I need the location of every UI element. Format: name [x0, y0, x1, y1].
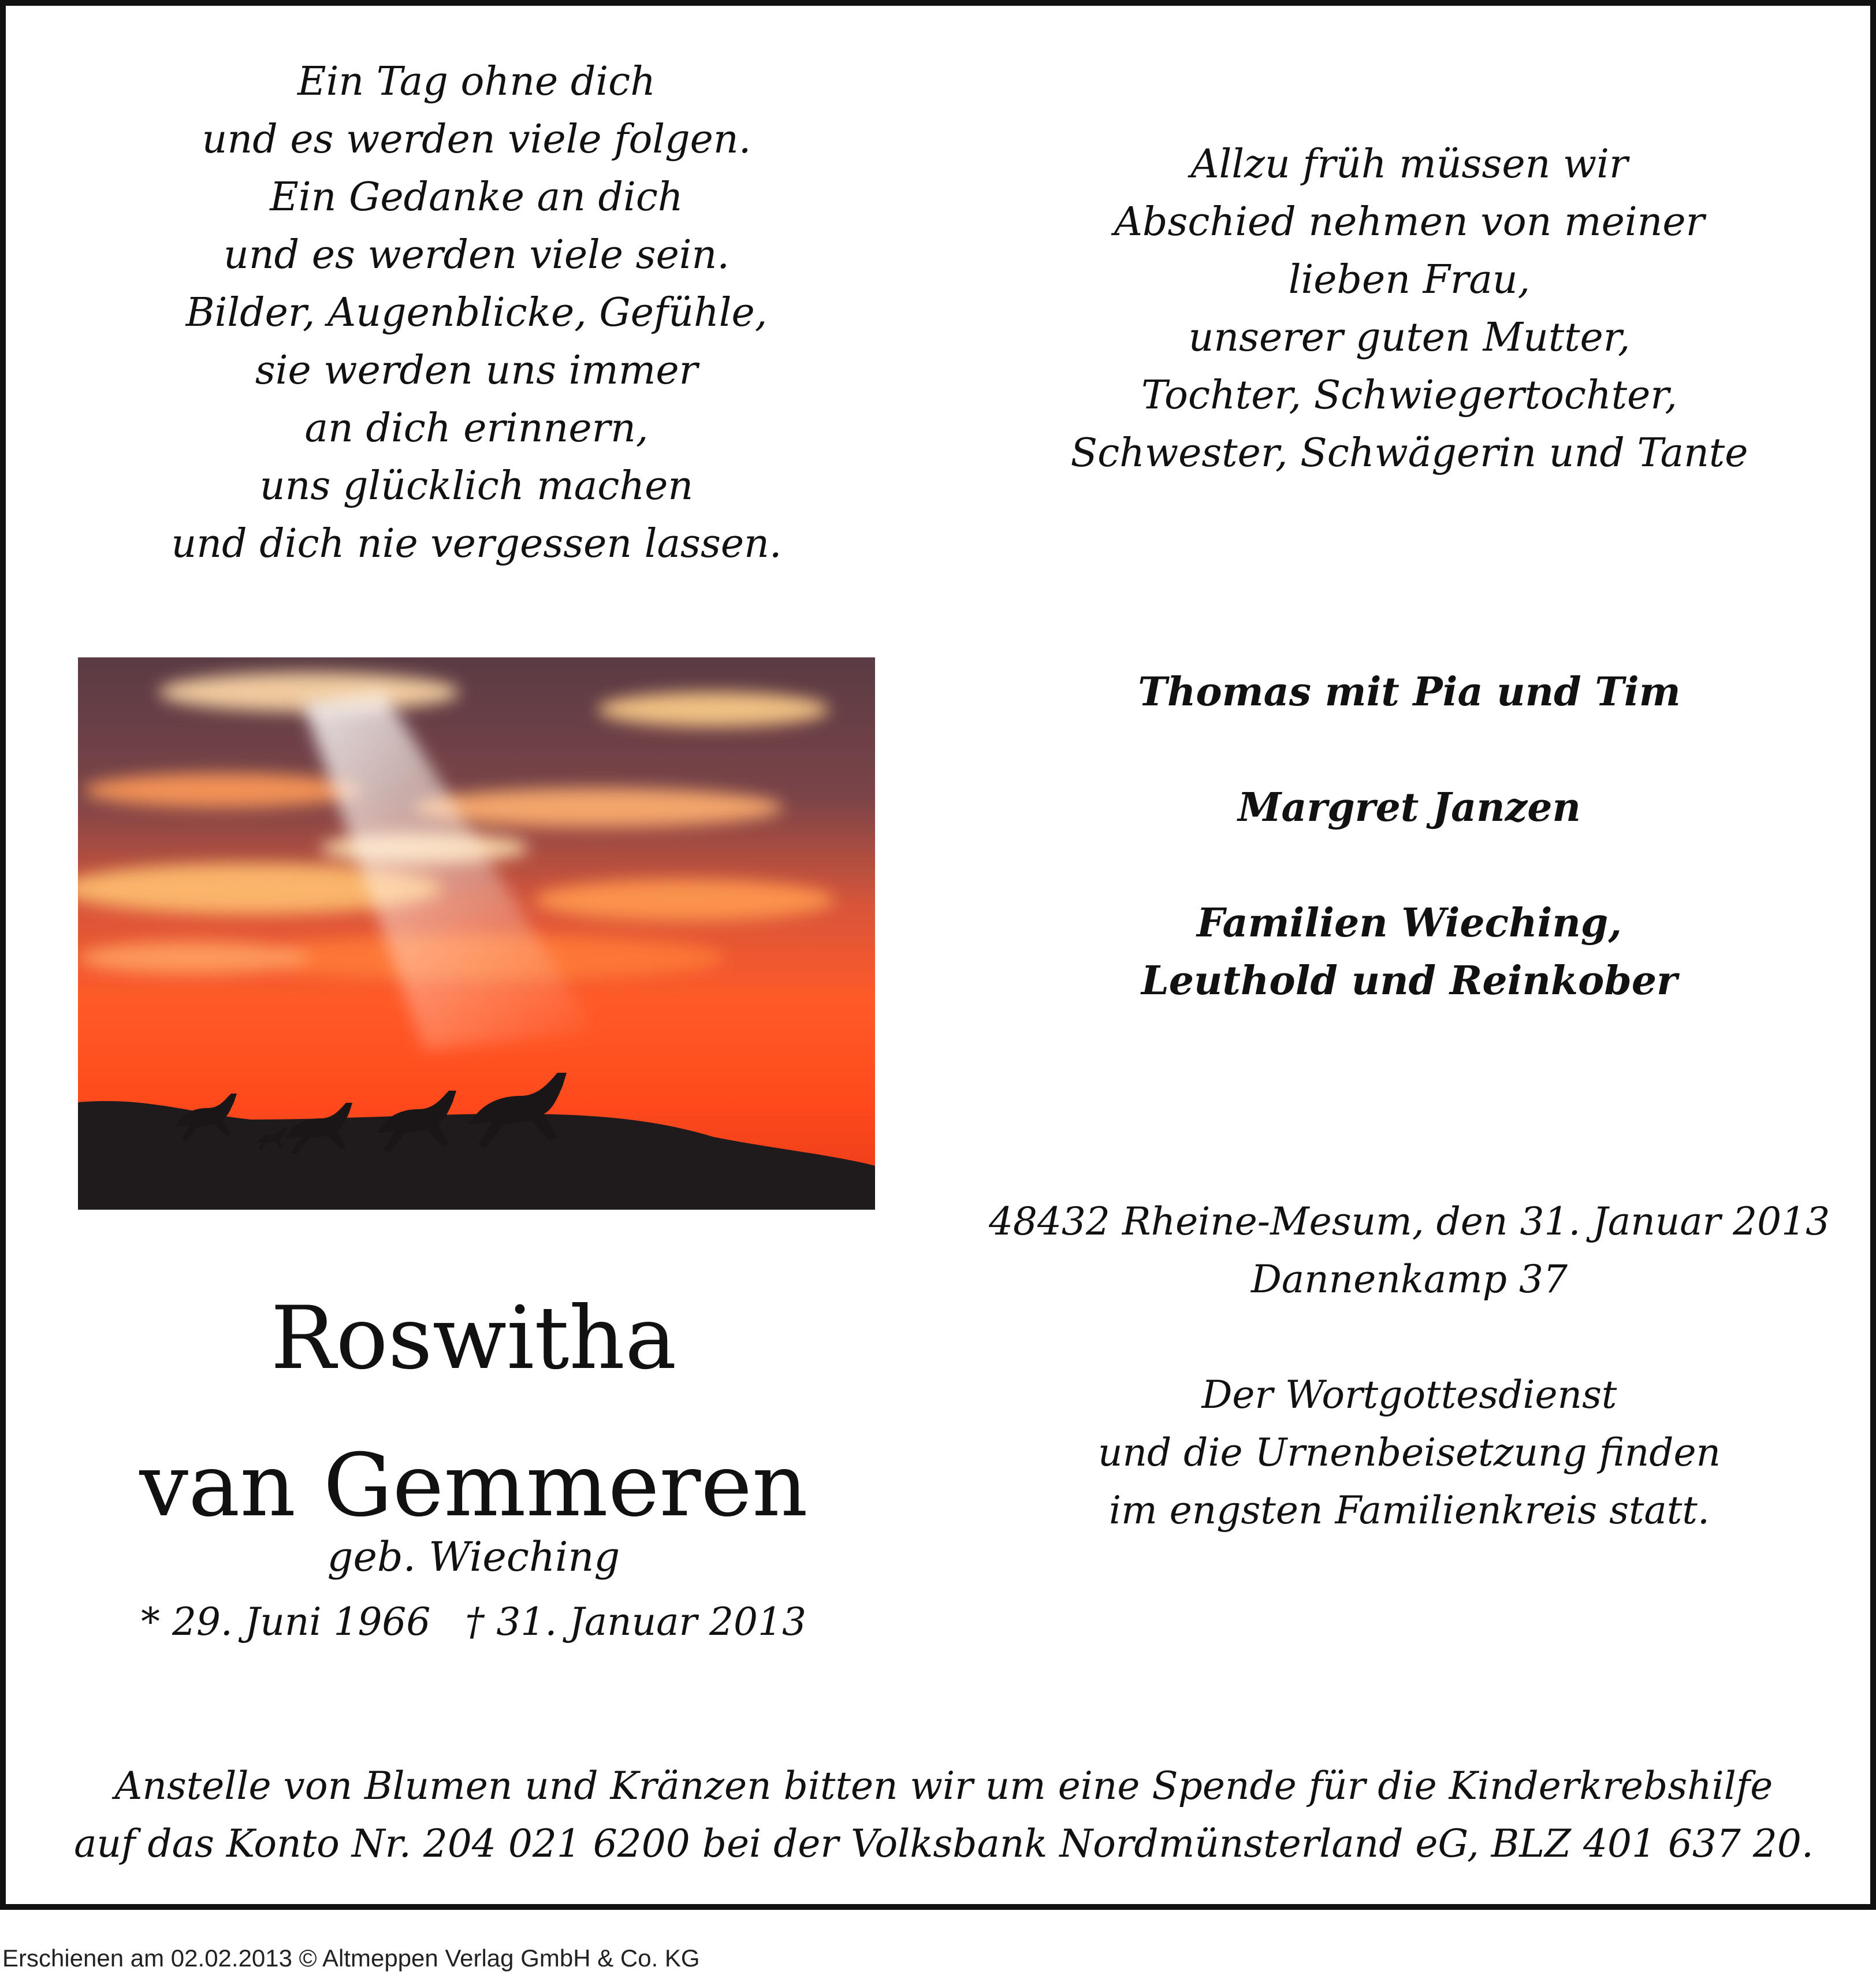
mourner-line: Familien Wieching, — [1196, 900, 1622, 946]
poem-left-line: Bilder, Augenblicke, Gefühle, — [185, 290, 768, 336]
poem-left-line: Ein Gedanke an dich — [270, 174, 683, 220]
service-line: im engsten Familienkreis statt. — [1109, 1488, 1710, 1533]
poem-left-line: und es werden viele sein. — [224, 232, 729, 278]
farewell-line: lieben Frau, — [1288, 257, 1531, 303]
poem-left-line: sie werden uns immer — [255, 348, 698, 393]
farewell-line: unserer guten Mutter, — [1188, 315, 1631, 360]
place-date-line: 48432 Rheine-Mesum, den 31. Januar 2013 — [988, 1199, 1830, 1244]
farewell-line: Abschied nehmen von meiner — [1114, 199, 1705, 245]
donation-request — [29, 1757, 1859, 1873]
poem-left-line: an dich erinnern, — [304, 406, 649, 451]
service-line: und die Urnenbeisetzung finden — [1097, 1430, 1721, 1475]
poem-left-line: uns glücklich machen — [259, 463, 694, 509]
donation-line: Anstelle von Blumen und Kränzen bitten wir um eine Spende für die Kinderkrebshilfe — [114, 1764, 1773, 1808]
farewell-line: Tochter, Schwiegertochter, — [1141, 373, 1678, 418]
publication-footer: Erschienen am 02.02.2013 © Altmeppen Verlag GmbH & Co. KG — [2, 1944, 700, 1972]
mourner-line — [988, 721, 1831, 779]
life-dates — [29, 1593, 918, 1651]
mourner-line: Leuthold und Reinkober — [1141, 958, 1678, 1004]
sunset-horses-image — [78, 657, 875, 1210]
mourner-line — [988, 836, 1831, 894]
first-name: Roswitha — [270, 1288, 677, 1389]
poem-left-line: und es werden viele folgen. — [202, 117, 751, 162]
deceased-name — [29, 1265, 918, 1560]
poem-left-line: Ein Tag ohne dich — [297, 59, 656, 105]
mourner-line: Thomas mit Pia und Tim — [1138, 669, 1681, 715]
farewell-text — [988, 136, 1831, 482]
place-date — [988, 1193, 1831, 1308]
mourner-line: Margret Janzen — [1238, 784, 1581, 831]
last-name: van Gemmeren — [139, 1436, 808, 1536]
birth-date: * 29. Juni 1966 — [140, 1600, 431, 1644]
service-line: Der Wortgottesdienst — [1201, 1373, 1617, 1417]
poem-left-line: und dich nie vergessen lassen. — [171, 521, 782, 567]
mourners-list — [988, 663, 1831, 1010]
farewell-line: Schwester, Schwägerin und Tante — [1070, 430, 1748, 476]
poem-left — [52, 53, 901, 573]
farewell-line: Allzu früh müssen wir — [1190, 142, 1628, 187]
address-line: Dannenkamp 37 — [1251, 1257, 1568, 1302]
service-notice — [988, 1366, 1831, 1540]
death-date: † 31. Januar 2013 — [465, 1600, 807, 1644]
birth-name — [29, 1528, 918, 1586]
donation-line: auf das Konto Nr. 204 021 6200 bei der Volksbank Nordmünsterland eG, BLZ 401 637 20. — [74, 1821, 1814, 1866]
birth-name-text: geb. Wieching — [327, 1533, 620, 1581]
